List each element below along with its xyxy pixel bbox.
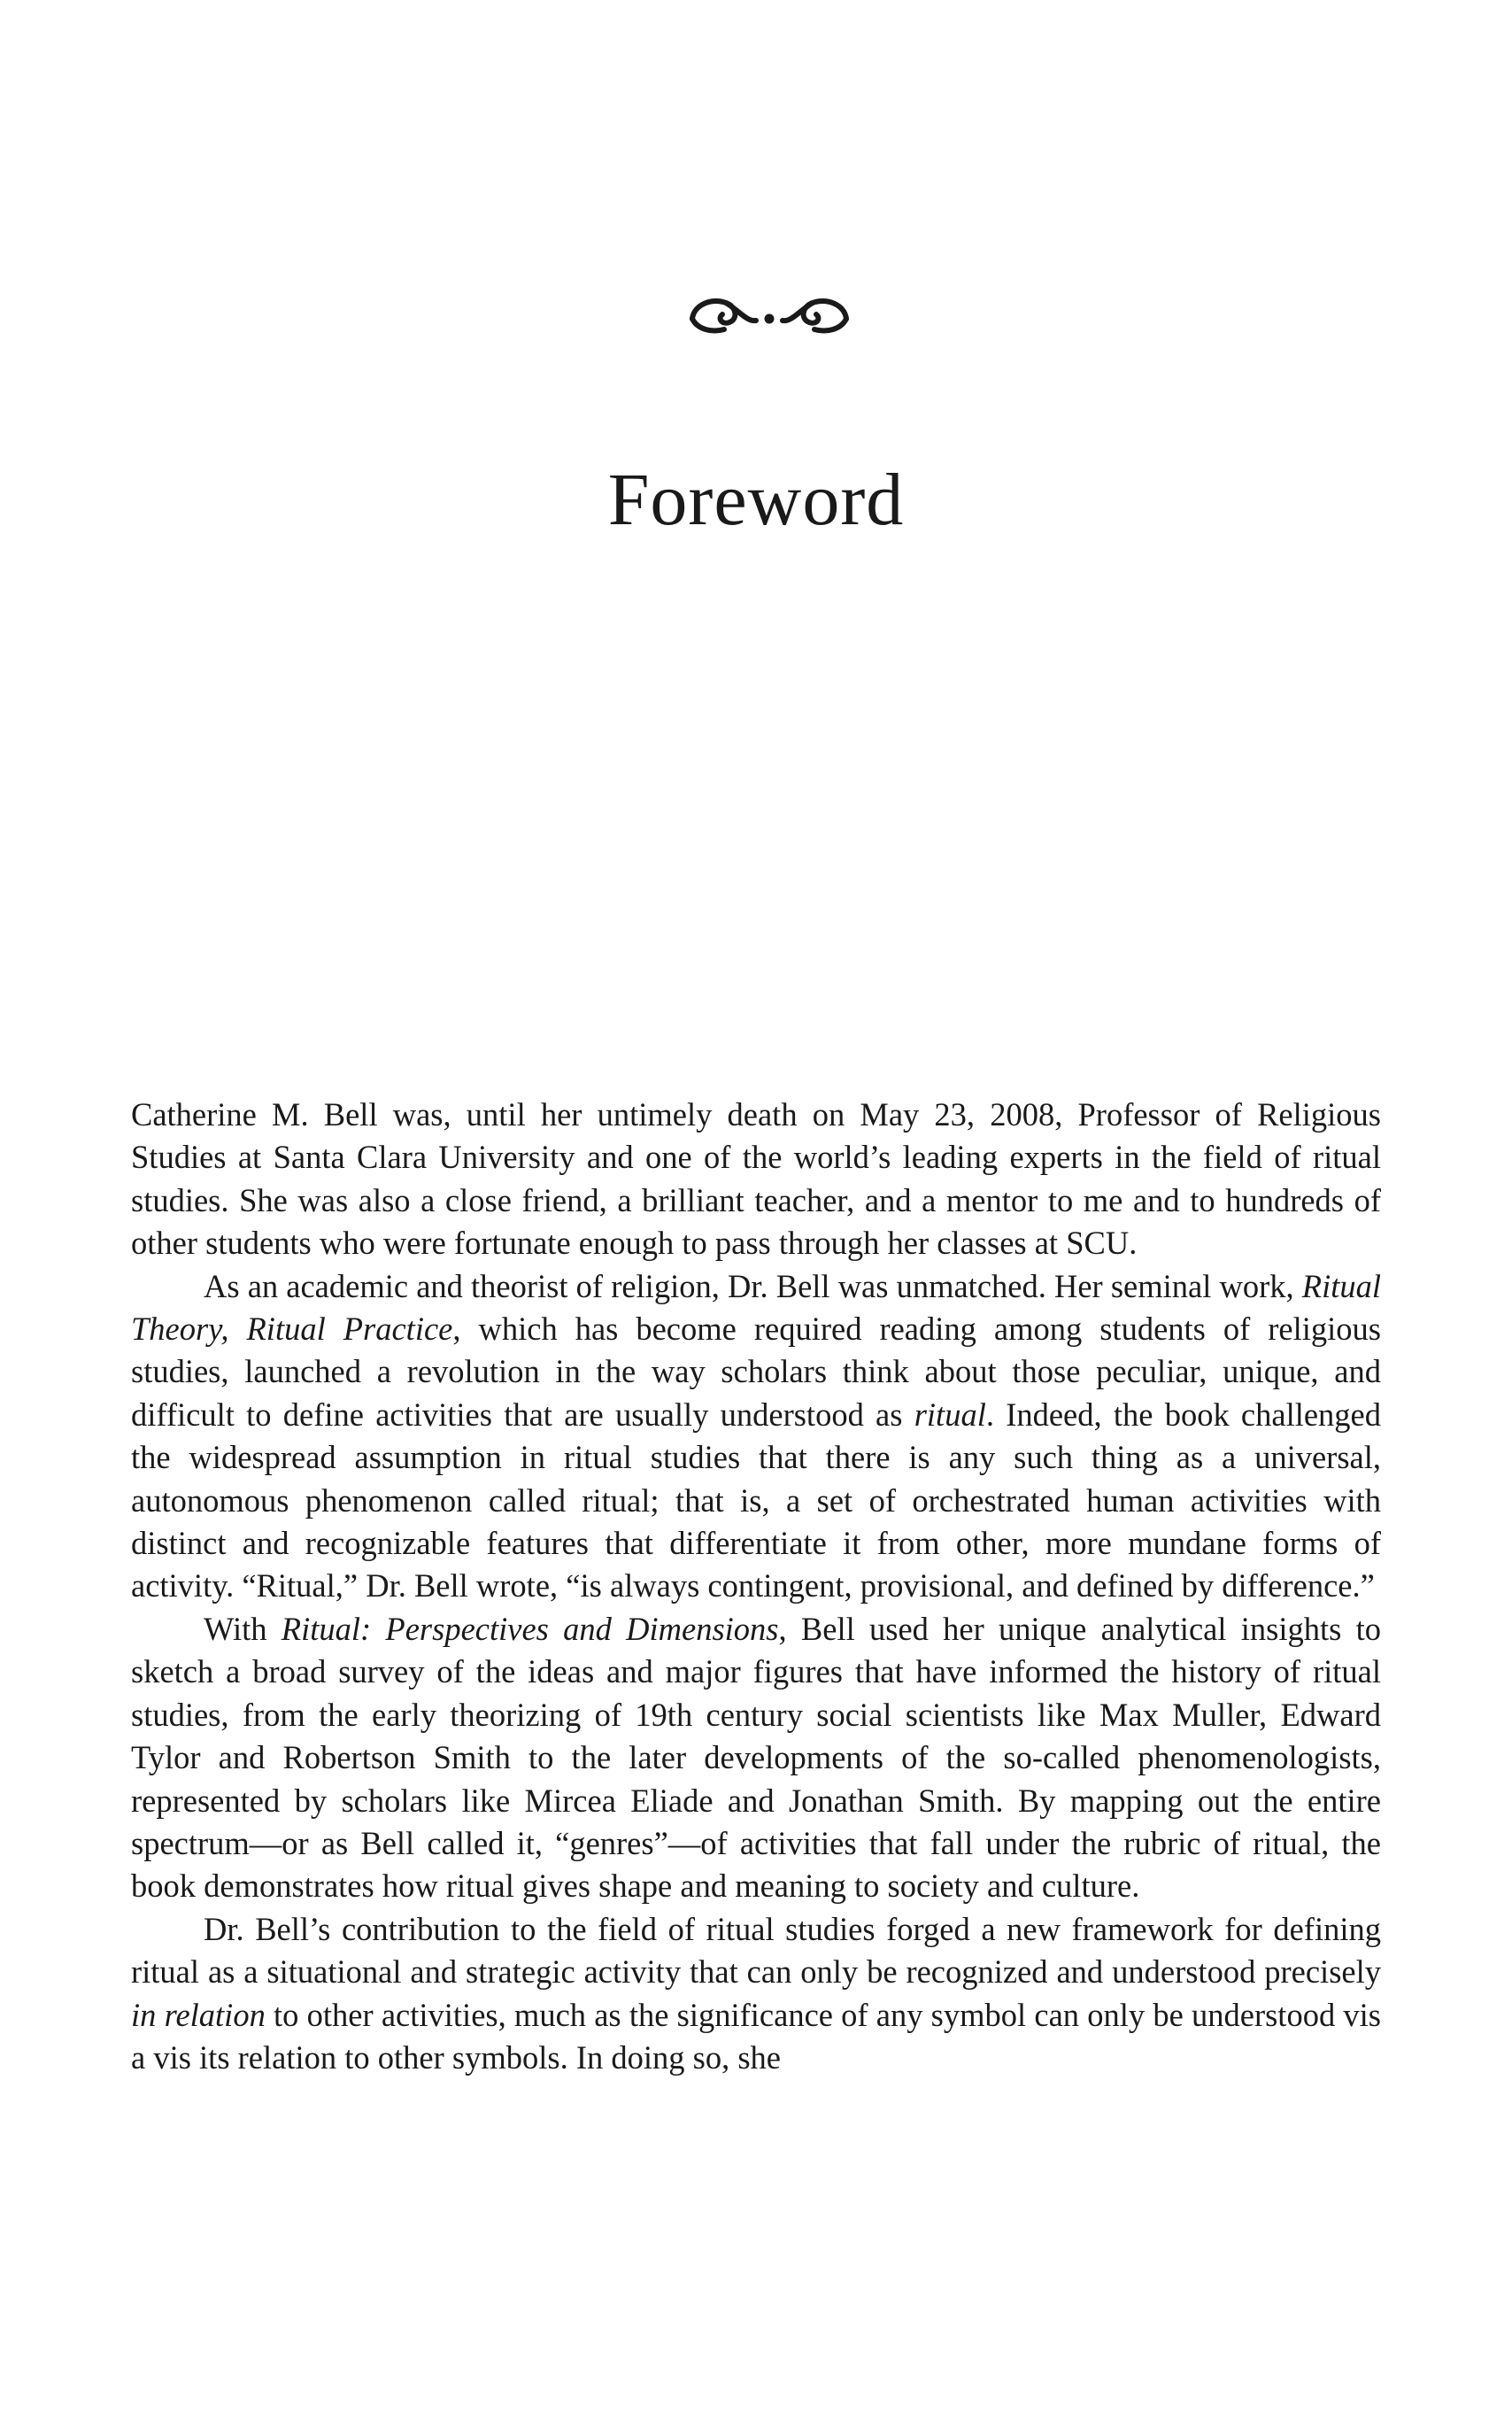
text-run: , which has become required reading among students of religious studies, launched a revolution in the way scholars think about those peculiar, unique, and difficult to define activities that are usually understood as — [131, 1311, 1382, 1433]
italic-title-run: ritual — [914, 1396, 986, 1433]
text-run: Dr. Bell’s contribution to the field of ritual studies forged a new framework for defining ritual as a situational and strategic activity that can only be recognized and understood precisely — [131, 1910, 1381, 1991]
paragraph-4 — [131, 1908, 1381, 2080]
italic-title-run: Ritual Theory, Ritual Practice — [131, 1267, 1381, 1348]
text-run: to other activities, much as the significance of any symbol can only be understood vis a vis its relation to other symbols. In doing so, she — [131, 1996, 1381, 2076]
text-run: . Indeed, the book challenged the widespread assumption in ritual studies that there is any such thing as a universal, autonomous phenomenon called ritual; that is, a set of orchestrated human activities with distinct and recognizable features that differentiate it from other, more mundane forms of activity. “Ritual,” Dr. Bell wrote, “is always contingent, provisional, and defined by difference.” — [131, 1396, 1382, 1604]
fleuron-ornament-icon — [685, 289, 853, 342]
foreword-body — [131, 1094, 1381, 2079]
text-run: Catherine M. Bell was, until her untimely death on May 23, 2008, Professor of Religious Studies at Santa Clara University and one of the world’s leading experts in the field of ritual studies. She was also a close friend, a brilliant teacher, and a mentor to me and to hundreds of other students who were fortunate enough to pass through her classes at SCU. — [131, 1096, 1381, 1262]
italic-title-run: Ritual: Perspectives and Dimensions — [281, 1610, 779, 1647]
paragraph-1 — [131, 1094, 1381, 1265]
italic-title-run: in relation — [131, 1996, 266, 2033]
page-title: Foreword — [607, 459, 905, 541]
paragraph-3 — [131, 1608, 1381, 1908]
text-run: As an academic and theorist of religion, Dr. Bell was unmatched. Her seminal work, — [204, 1267, 1302, 1304]
text-run: With — [204, 1610, 282, 1647]
text-run: , Bell used her unique analytical insights to sketch a broad survey of the ideas and major figures that have informed the history of ritual studies, from the early theorizing of 19th century social scientists like Max Muller, Edward Tylor and Robertson Smith to the later developments of the so-called phenomenologists, represented by scholars like Mircea Eliade and Jonathan Smith. By mapping out the entire spectrum—or as Bell called it, “genres”—of activities that fall under the rubric of ritual, the book demonstrates how ritual gives shape and meaning to society and culture. — [131, 1610, 1381, 1905]
paragraph-2 — [131, 1265, 1381, 1608]
